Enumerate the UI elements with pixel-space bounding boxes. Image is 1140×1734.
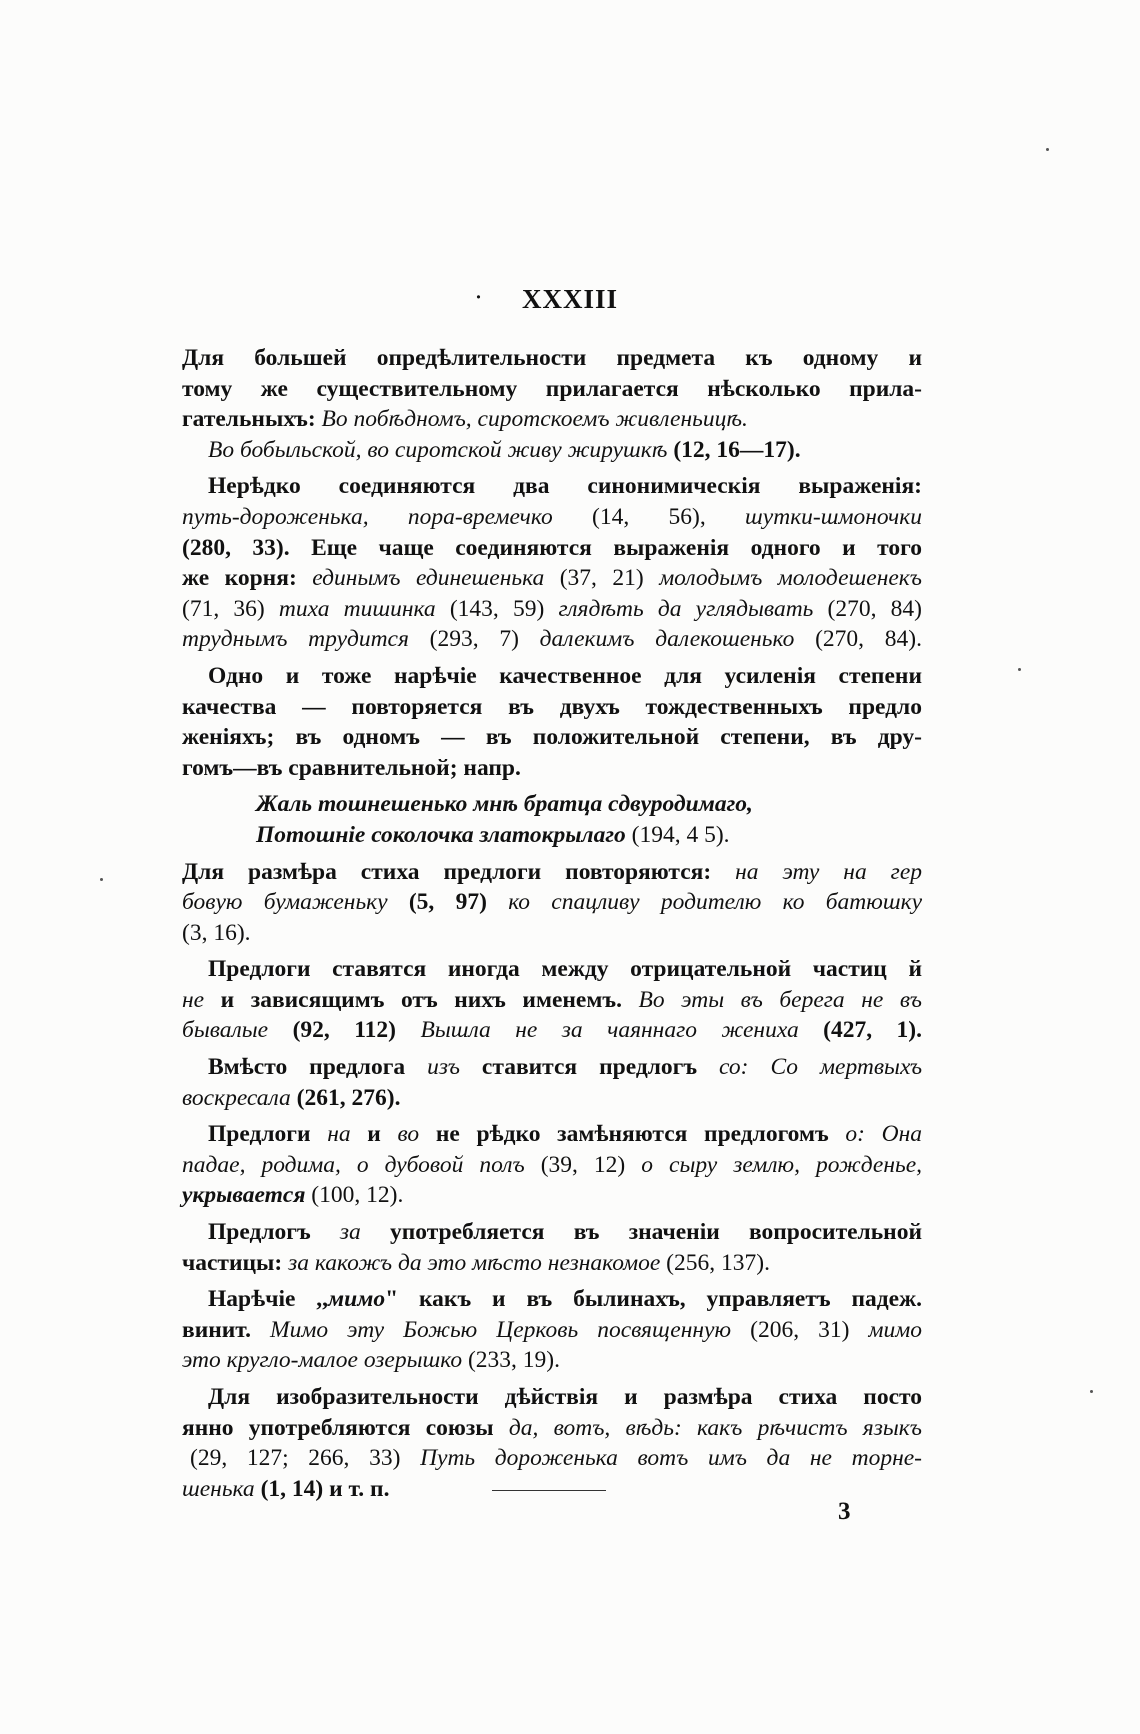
text-line: гомъ—въ сравнительной; напр.	[182, 754, 521, 781]
text-line	[182, 1248, 922, 1279]
italic-run: со: Со мертвыхъ	[719, 1054, 923, 1081]
text-line	[182, 887, 922, 918]
text-line: тому же существительному прилагается нѣсколько прила-	[182, 375, 922, 402]
text-run: употребляется въ значеніи вопросительной	[360, 1219, 922, 1246]
text-line	[182, 1150, 922, 1181]
italic-run: за какожъ да это мѣсто незнакомое	[288, 1249, 661, 1276]
italic-run: тиха тишинка	[278, 595, 436, 622]
text-line	[182, 1443, 922, 1474]
text-line: Для большей опредѣлительности предмета къ одному и	[182, 345, 922, 371]
scan-speck	[1046, 148, 1049, 151]
paragraph-1	[182, 343, 922, 465]
verse-quote	[182, 789, 922, 850]
text-run: (206, 31)	[731, 1316, 869, 1343]
italic-run: молодымъ молодешенекъ	[659, 565, 922, 592]
roman-numeral: XXXIII	[521, 284, 619, 314]
text-run: гательныхъ:	[182, 406, 322, 433]
italic-run: единымъ единешенька	[312, 565, 545, 592]
text-line	[182, 1217, 922, 1248]
text-run: Предлоги	[208, 1121, 328, 1148]
text-line: Предлоги ставятся иногда между отрицательной частиц й	[208, 956, 922, 983]
italic-run: Во эты въ берега не въ	[638, 986, 922, 1013]
italic-run: да, вотъ, вѣдь: какъ рѣчистъ языкъ	[508, 1414, 922, 1441]
text-line	[182, 1015, 922, 1046]
italic-run: Потошніе соколочка златокрылаго	[256, 821, 626, 848]
text-line	[182, 1315, 922, 1346]
text-run: (256, 137).	[660, 1249, 770, 1276]
text-run: " какъ и въ былинахъ, управляетъ падеж.	[385, 1286, 922, 1313]
italic-run: на эту на гер	[735, 858, 922, 885]
text-run: Предлогъ	[208, 1219, 340, 1246]
text-run: Для размѣра стиха предлоги повторяются:	[182, 858, 736, 885]
text-line	[182, 1180, 922, 1211]
text-line: женіяхъ; въ одномъ — въ положительной степени, въ дру-	[182, 724, 922, 751]
text-run: (143, 59)	[435, 595, 559, 622]
text-run: (194, 4 5).	[625, 821, 730, 848]
paragraph-7	[182, 1119, 922, 1211]
italic-run: Вышла не за чаяннаго жениха	[420, 1017, 799, 1044]
text-run: (427, 1).	[798, 1017, 923, 1044]
italic-run: Путь дороженька вотъ имъ да не торне-	[420, 1445, 922, 1472]
scan-speck	[1090, 1390, 1093, 1393]
text-line	[182, 1284, 922, 1315]
paragraph-6	[182, 1052, 922, 1113]
italic-run: труднымъ трудится	[182, 626, 409, 653]
text-run: (37, 21)	[544, 565, 660, 592]
italic-run: Мимо эту Божью Церковь посвященную	[270, 1316, 732, 1343]
italic-run: о: Она	[845, 1121, 922, 1148]
text-run: (29, 127; 266, 33)	[190, 1445, 421, 1472]
italic-run: изъ	[427, 1054, 460, 1081]
body-text	[182, 0, 922, 1510]
text-line: Одно и тоже нарѣчіе качественное для усиленія степени	[208, 662, 922, 689]
text-line	[182, 563, 922, 594]
italic-run: шутки-шмоночки	[745, 503, 922, 530]
paragraph-2	[182, 471, 922, 655]
text-run: не рѣдко замѣняются предлогомъ	[419, 1121, 846, 1148]
italic-run: Во бобыльской, во сиротской живу жирушкѣ	[208, 436, 668, 463]
italic-run: ко спацливу родителю ко батюшку	[508, 889, 922, 916]
scan-speck	[1018, 668, 1021, 671]
text-line	[182, 594, 922, 625]
italic-run: далекимъ далекошенько	[539, 626, 795, 653]
text-run: и зависящимъ отъ нихъ именемъ.	[204, 986, 639, 1013]
text-run: винит.	[182, 1316, 271, 1343]
italic-run: мимо	[328, 1286, 386, 1313]
italic-run: путь-дороженька, пора-времечко	[182, 503, 553, 530]
text-run: (5, 97)	[387, 889, 509, 916]
text-line: (280, 33). Еще чаще соединяются выраженія одного и того	[182, 534, 922, 561]
text-run: (92, 112)	[268, 1017, 421, 1044]
text-line	[182, 857, 922, 888]
text-run: Нарѣчіе ,,	[208, 1286, 329, 1313]
text-run: (71, 36)	[182, 595, 279, 622]
text-run: (293, 7)	[408, 626, 540, 653]
italic-run: это кругло-малое озерышко	[182, 1347, 463, 1374]
italic-run: падае, родима, о дубовой полъ	[182, 1151, 525, 1178]
text-run: янно употребляются союзы	[182, 1414, 509, 1441]
text-line	[182, 404, 922, 435]
text-run: (39, 12)	[524, 1151, 642, 1178]
text-run: частицы:	[182, 1249, 289, 1276]
text-line: Для изобразительности дѣйствія и размѣра стиха посто	[208, 1384, 922, 1410]
text-run: (14, 56),	[552, 503, 746, 530]
text-line: качества — повторяется въ двухъ тождественныхъ предло	[182, 693, 922, 720]
paragraph-4	[182, 857, 922, 949]
italic-run: мимо	[868, 1316, 923, 1343]
italic-run: не	[182, 986, 205, 1013]
text-line: (3, 16).	[182, 919, 251, 946]
footer-rule	[492, 1490, 606, 1491]
text-run: и	[350, 1121, 398, 1148]
text-line	[182, 985, 922, 1016]
text-run: (261, 276).	[290, 1084, 401, 1111]
text-line: Нерѣдко соединяются два синонимическія выраженія:	[208, 473, 922, 500]
signature-number: 3	[838, 1498, 851, 1525]
paragraph-5	[182, 954, 922, 1046]
text-run: Вмѣсто предлога	[208, 1054, 428, 1081]
paragraph-10	[182, 1382, 922, 1504]
text-line	[182, 624, 922, 655]
paragraph-3	[182, 661, 922, 783]
text-run: ставится предлогъ	[459, 1054, 720, 1081]
text-line	[182, 1345, 922, 1376]
text-line	[182, 1052, 922, 1083]
italic-run: глядѣть да углядывать	[558, 595, 814, 622]
verse-line	[256, 820, 922, 851]
text-line	[182, 1083, 922, 1114]
text-run: (12, 16—17).	[667, 436, 801, 463]
text-run: (1, 14) и т. п.	[254, 1475, 390, 1502]
text-run: (270, 84)	[813, 595, 922, 622]
italic-run: воскресала	[182, 1084, 291, 1111]
text-line	[182, 502, 922, 533]
paragraph-8	[182, 1217, 922, 1278]
italic-run: шенька	[182, 1475, 255, 1502]
text-line	[182, 435, 922, 466]
italic-run: бовую бумаженьку	[182, 889, 388, 916]
italic-run: на	[327, 1121, 351, 1148]
paragraph-9	[182, 1284, 922, 1376]
italic-run: Во побѣдномъ, сиротскоемъ живленьицѣ.	[321, 406, 748, 433]
text-run: же корня:	[182, 565, 313, 592]
italic-run: укрывается	[182, 1182, 306, 1209]
text-run: (270, 84).	[794, 626, 922, 653]
text-run: (100, 12).	[305, 1182, 404, 1209]
text-run: (233, 19).	[462, 1347, 561, 1374]
italic-run: о сыру землю, рожденье,	[641, 1151, 922, 1178]
scan-speck	[100, 878, 103, 881]
leading-dot: ·	[474, 282, 484, 312]
text-line	[182, 1413, 922, 1444]
italic-run: во	[397, 1121, 420, 1148]
verse-line: Жаль тошнешенько мнѣ братца сдвуродимаго,	[256, 791, 753, 818]
italic-run: бывалые	[182, 1017, 269, 1044]
italic-run: за	[339, 1219, 361, 1246]
text-line	[182, 1119, 922, 1150]
